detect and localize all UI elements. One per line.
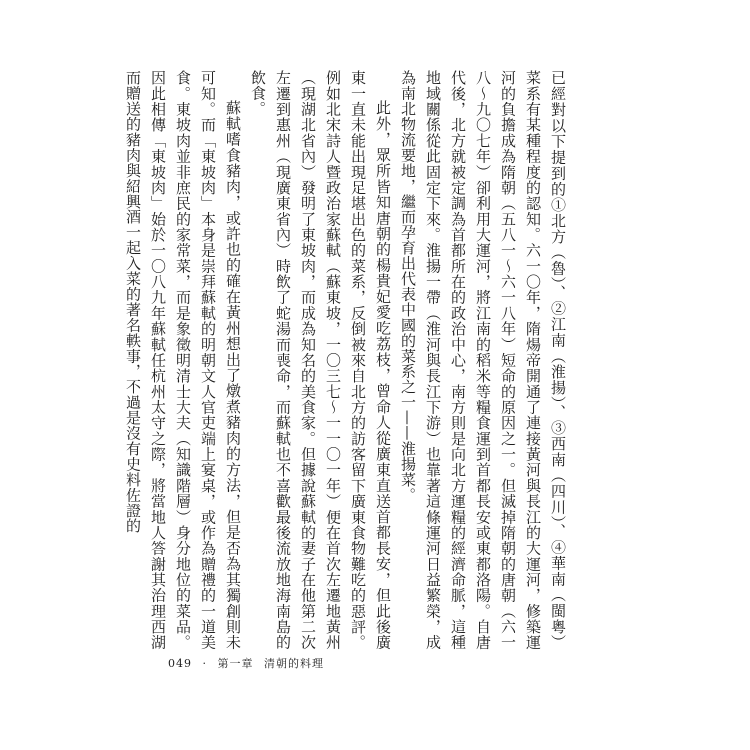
footer-separator: ·: [202, 657, 207, 670]
vertical-text-block: [124, 70, 570, 650]
paragraph-1: 已經對以下提到的①北方（魯）、②江南（淮揚）、③西南（四川）、④華南（閩粵）菜系有某種程度的認知。六一〇年，隋煬帝開通了連接黃河與長江的大運河，修築運河的負擔成為隋朝（五八一～六一八年）短命的原因之一。但滅掉隋朝的唐朝（六一八～九〇七年）卻利用大運河，將江南的稻米等糧食運到首都長安或東都洛陽。自唐代後，北方就被定調為首都所在的政治中心，南方則是向北方運糧的經濟命脈，這種地域關係從此固定下來。淮揚一帶（淮河與長江下游）也靠著這條運河日益繁榮，成為南北物流要地，繼而孕育出代表中國的菜系之一——淮揚菜。: [399, 70, 567, 650]
paragraph-3: 蘇軾嗜食豬肉，或許也的確在黃州想出了燉煮豬肉的方法，但是否為其獨創則未可知。而「東坡肉」本身是崇拜蘇軾的明朝文人官吏端上宴桌，或作為贈禮的一道美食。東坡肉並非庶民的家常菜，而是象徵明清士大夫（知識階層）身分地位的菜品。因此相傳「東坡肉」始於一〇八九年蘇軾任杭州太守之際，將當地人答謝其治理西湖而贈送的豬肉與紹興酒一起入菜的著名軼事，不過是沒有史料佐證的: [124, 70, 242, 650]
page-footer: [168, 655, 330, 671]
chapter-label: 第一章: [217, 657, 254, 670]
chapter-title: 清朝的料理: [264, 657, 324, 670]
page-number: 049: [168, 657, 192, 670]
paragraph-2: 此外，眾所皆知唐朝的楊貴妃愛吃荔枝，曾命人從廣東直送首都長安，但此後廣東一直未能出現足堪出色的菜系，反倒被來自北方的訪客留下廣東食物難吃的惡評。例如北宋詩人暨政治家蘇軾（蘇東坡，一〇三七～一一〇一年）便在首次左遷地黃州（現湖北省內）發明了東坡肉，而成為知名的美食家。但據說蘇軾的妻子在他第二次左遷到惠州（現廣東省內）時飲了蛇湯而喪命，而蘇軾也不喜歡最後流放地海南島的飲食。: [249, 70, 392, 650]
